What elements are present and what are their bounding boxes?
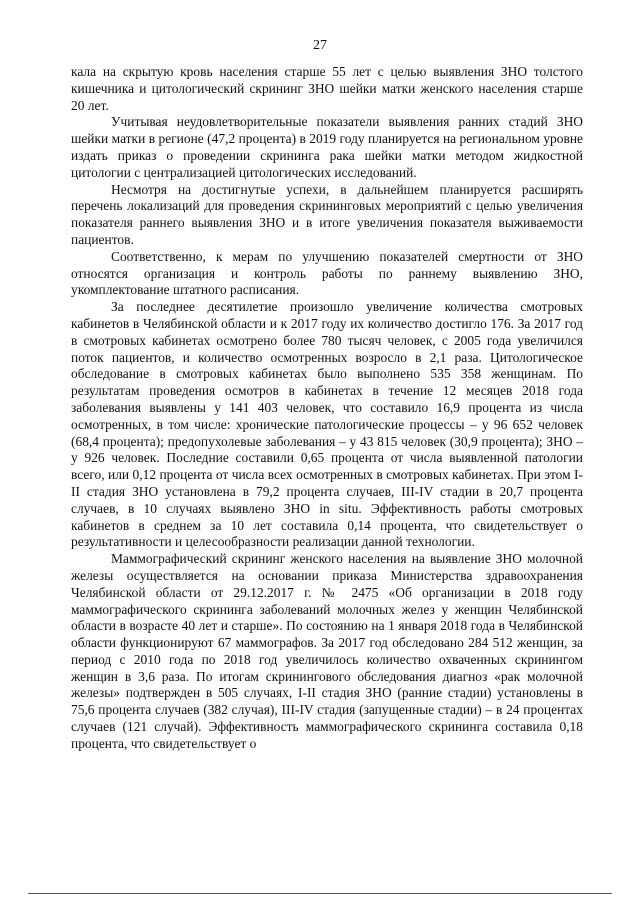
paragraph-1: кала на скрытую кровь населения старше 55 лет с целью выявления ЗНО толстого кишечника и цитологический скрининг ЗНО шейки матки женского населения старше 20 лет. [71,64,583,113]
bottom-scan-edge [28,893,612,894]
paragraph-6: Маммографический скрининг женского населения на выявление ЗНО молочной железы осуществляется на основании приказа Министерства здравоохранения Челябинской области от 29.12.2017 г. № 2475 «Об организации в 2018 году маммографического скрининга заболеваний молочных желез у женщин Челябинской области в возрасте 40 лет и старше». По состоянию на 1 января 2018 года в Челябинской области функционируют 67 маммографов. За 2017 год обследовано 284 512 женщин, за период с 2010 года по 2018 год увеличилось количество охваченных скринингом женщин в 3,6 раза. По итогам скринингового обследования диагноз «рак молочной железы» подтвержден в 505 случаях, I-II стадия ЗНО (ранние стадии) установлены в 75,6 процента случаев (382 случая), III-IV стадия (запущенные стадии) – в 24 процентах случаев (121 случай). Эффективность маммографического скрининга составила 0,18 процента, что свидетельствует о [71,551,583,751]
paragraph-5: За последнее десятилетие произошло увеличение количества смотровых кабинетов в Челябинской области и к 2017 году их количество достигло 176. За 2017 год в смотровых кабинетах осмотрено более 780 тысяч человек, с 2005 года увеличился поток пациентов, и количество осмотренных возросло в 2,1 раза. Цитологическое обследование в смотровых кабинетах было выполнено 535 358 женщинам. По результатам проведения осмотров в кабинетах в течение 12 месяцев 2018 года заболевания выявлены у 141 403 человек, что составило 16,9 процента из числа осмотренных, в том числе: хронические патологические процессы – у 96 652 человек (68,4 процента); предопухолевые заболевания – у 43 815 человек (30,9 процента); ЗНО – у 926 человек. Последние составили 0,65 процента от числа выявленной патологии всего, или 0,12 процента от числа всех осмотренных в смотровых кабинетах. При этом I-II стадия ЗНО установлена в 79,2 процента случаев, III-IV стадии в 20,7 процента случаев, в 10 случаях выявлено ЗНО in situ. Эффективность работы смотровых кабинетов в среднем за 10 лет составила 0,14 процента, что свидетельствует о результативности и целесообразности реализации данной технологии. [71,299,583,550]
paragraph-2: Учитывая неудовлетворительные показатели выявления ранних стадий ЗНО шейки матки в регионе (47,2 процента) в 2019 году планируется на региональном уровне издать приказ о проведении скрининга рака шейки матки методом жидкостной цитологии с централизацией цитологических исследований. [71,114,583,180]
paragraph-3: Несмотря на достигнутые успехи, в дальнейшем планируется расширять перечень локализаций для проведения скрининговых мероприятий с целью увеличения показателя раннего выявления ЗНО и в итоге увеличения показателя выживаемости пациентов. [71,181,583,247]
paragraph-4: Соответственно, к мерам по улучшению показателей смертности от ЗНО относятся организация и контроль работы по раннему выявлению ЗНО, укомплектование штатного расписания. [71,248,583,298]
body-text [71,64,583,753]
page-number: 27 [313,38,327,53]
